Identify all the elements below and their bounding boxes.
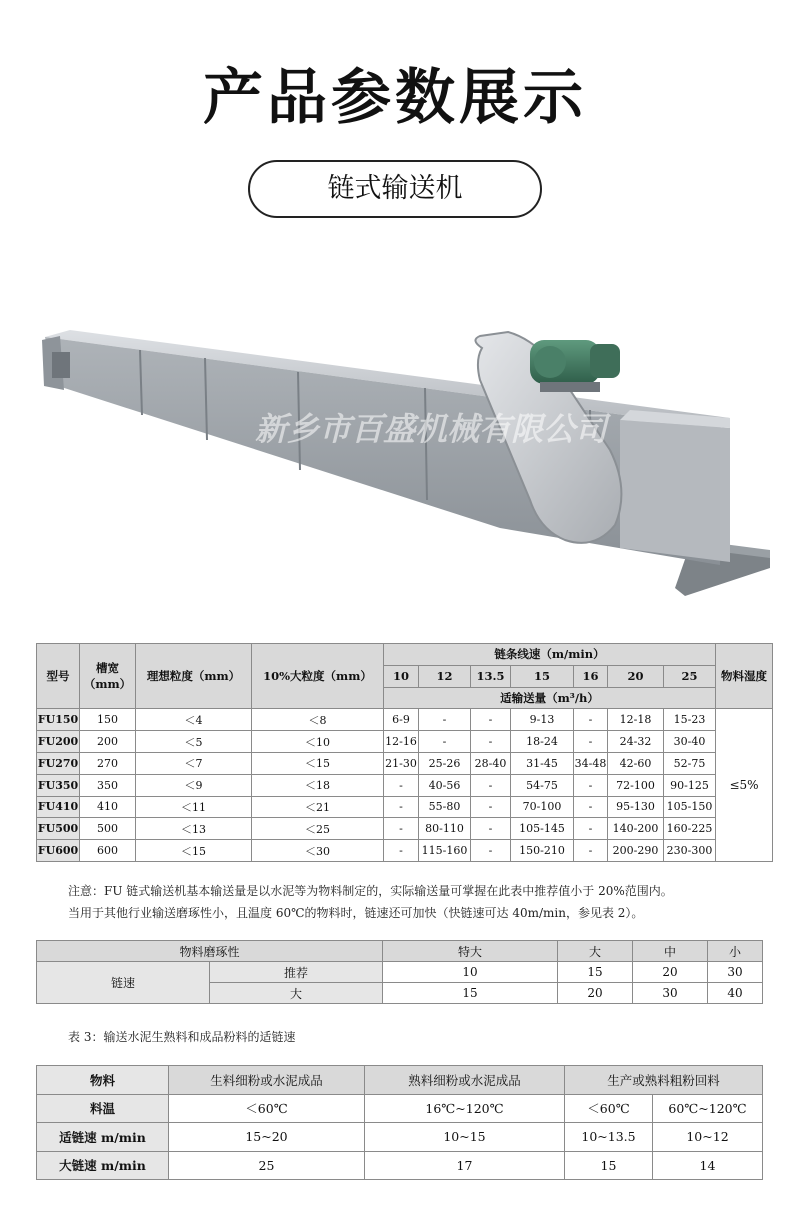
table-row xyxy=(37,1151,763,1180)
speed-value-cell: 14 xyxy=(653,1151,763,1180)
capacity-cell: 52-75 xyxy=(664,752,716,774)
width-cell: 150 xyxy=(80,709,136,731)
width-cell: 350 xyxy=(80,774,136,796)
table-row xyxy=(37,796,773,818)
capacity-cell: - xyxy=(471,818,511,840)
speed-header-4: 16 xyxy=(574,665,608,687)
abrasion-speed-cell: 40 xyxy=(708,983,763,1004)
speed-value-cell: 10~12 xyxy=(653,1123,763,1152)
model-cell: FU600 xyxy=(37,840,80,862)
speed-header-1: 12 xyxy=(419,665,471,687)
abrasion-level-header: 大 xyxy=(558,941,633,962)
capacity-cell: 230-300 xyxy=(664,840,716,862)
header-trough-width: 槽宽（mm） xyxy=(80,644,136,709)
note-line-1: 注意：FU 链式输送机基本输送量是以水泥等为物料制定的，实际输送量可掌握在此表中推荐值小于 20%范围内。 xyxy=(68,884,673,898)
max-granularity-cell: ＜21 xyxy=(252,796,384,818)
abrasion-speed-cell: 20 xyxy=(558,983,633,1004)
capacity-cell: 9-13 xyxy=(511,709,574,731)
model-cell: FU350 xyxy=(37,774,80,796)
capacity-cell: 80-110 xyxy=(419,818,471,840)
speed-value-cell: 10~15 xyxy=(365,1123,565,1152)
max-granularity-cell: ＜25 xyxy=(252,818,384,840)
table-row xyxy=(37,731,773,753)
capacity-cell: - xyxy=(471,774,511,796)
table-row xyxy=(37,709,773,731)
capacity-cell: 6-9 xyxy=(384,709,419,731)
ideal-granularity-cell: ＜15 xyxy=(136,840,252,862)
model-cell: FU410 xyxy=(37,796,80,818)
model-cell: FU200 xyxy=(37,731,80,753)
capacity-cell: 24-32 xyxy=(608,731,664,753)
capacity-cell: - xyxy=(574,796,608,818)
speed-value-cell: 10~13.5 xyxy=(565,1123,653,1152)
header-chain-speed: 链条线速（m/min） xyxy=(384,644,716,666)
header-ideal-granularity: 理想粒度（mm） xyxy=(136,644,252,709)
speed-type-label: 推荐 xyxy=(210,962,383,983)
speed-value-cell: 25 xyxy=(169,1151,365,1180)
conveyor-illustration xyxy=(30,300,780,610)
abrasion-speed-cell: 10 xyxy=(383,962,558,983)
speed-value-cell: 16℃~120℃ xyxy=(365,1094,565,1123)
capacity-cell: 15-23 xyxy=(664,709,716,731)
capacity-cell: 90-125 xyxy=(664,774,716,796)
chain-speed-label: 链速 xyxy=(37,962,210,1004)
table-row xyxy=(37,1094,763,1123)
capacity-cell: 115-160 xyxy=(419,840,471,862)
ideal-granularity-cell: ＜9 xyxy=(136,774,252,796)
page-title: 产品参数展示 xyxy=(203,63,587,133)
capacity-cell: - xyxy=(574,774,608,796)
speed-value-cell: 15 xyxy=(565,1151,653,1180)
header-model: 型号 xyxy=(37,644,80,709)
capacity-cell: - xyxy=(419,731,471,753)
capacity-cell: 105-150 xyxy=(664,796,716,818)
header-max-granularity: 10%大粒度（mm） xyxy=(252,644,384,709)
speed-header-2: 13.5 xyxy=(471,665,511,687)
speed-header-6: 25 xyxy=(664,665,716,687)
ideal-granularity-cell: ＜4 xyxy=(136,709,252,731)
speed-header-5: 20 xyxy=(608,665,664,687)
chain-conveyor-photo xyxy=(30,300,780,610)
capacity-cell: 30-40 xyxy=(664,731,716,753)
abrasion-header-label: 物料磨琢性 xyxy=(37,941,383,962)
model-cell: FU270 xyxy=(37,752,80,774)
capacity-cell: - xyxy=(384,796,419,818)
table-row xyxy=(37,1123,763,1152)
capacity-cell: 95-130 xyxy=(608,796,664,818)
abrasion-speed-cell: 30 xyxy=(708,962,763,983)
capacity-cell: - xyxy=(574,840,608,862)
ideal-granularity-cell: ＜7 xyxy=(136,752,252,774)
abrasion-speed-cell: 20 xyxy=(633,962,708,983)
max-granularity-cell: ＜8 xyxy=(252,709,384,731)
capacity-cell: - xyxy=(471,796,511,818)
row-label: 大链速 m/min xyxy=(37,1151,169,1180)
capacity-cell: 72-100 xyxy=(608,774,664,796)
width-cell: 410 xyxy=(80,796,136,818)
humidity-cell: ≤5% xyxy=(716,709,773,862)
capacity-cell: - xyxy=(384,774,419,796)
model-cell: FU500 xyxy=(37,818,80,840)
abrasion-speed-cell: 15 xyxy=(383,983,558,1004)
speed-value-cell: 15~20 xyxy=(169,1123,365,1152)
cement-speed-table xyxy=(36,1065,763,1180)
max-granularity-cell: ＜18 xyxy=(252,774,384,796)
table-row xyxy=(37,818,773,840)
capacity-cell: 55-80 xyxy=(419,796,471,818)
capacity-cell: - xyxy=(574,818,608,840)
capacity-cell: 12-18 xyxy=(608,709,664,731)
parameter-table xyxy=(36,643,773,862)
speed-value-cell: 60℃~120℃ xyxy=(653,1094,763,1123)
material-header: 物料 xyxy=(37,1066,169,1095)
capacity-cell: 150-210 xyxy=(511,840,574,862)
header-capacity: 适输送量（m³/h） xyxy=(384,687,716,709)
ideal-granularity-cell: ＜11 xyxy=(136,796,252,818)
width-cell: 500 xyxy=(80,818,136,840)
table-row xyxy=(37,752,773,774)
capacity-cell: - xyxy=(419,709,471,731)
table-row xyxy=(37,840,773,862)
abrasion-level-header: 小 xyxy=(708,941,763,962)
table-row xyxy=(37,774,773,796)
model-cell: FU150 xyxy=(37,709,80,731)
capacity-cell: - xyxy=(574,709,608,731)
material-type-header: 生料细粉或水泥成品 xyxy=(169,1066,365,1095)
capacity-cell: - xyxy=(471,840,511,862)
capacity-cell: 28-40 xyxy=(471,752,511,774)
capacity-cell: 12-16 xyxy=(384,731,419,753)
product-name-badge: 链式输送机 xyxy=(248,160,542,218)
capacity-cell: 25-26 xyxy=(419,752,471,774)
table3-caption: 表 3：输送水泥生熟料和成品粉料的适链速 xyxy=(68,1030,296,1044)
row-label: 适链速 m/min xyxy=(37,1123,169,1152)
max-granularity-cell: ＜10 xyxy=(252,731,384,753)
capacity-cell: 18-24 xyxy=(511,731,574,753)
capacity-cell: - xyxy=(384,818,419,840)
note-line-2: 当用于其他行业输送磨琢性小，且温度 60℃的物料时，链速还可加快（快链速可达 40m/min，参见表 2）。 xyxy=(68,906,644,920)
max-granularity-cell: ＜30 xyxy=(252,840,384,862)
capacity-cell: 160-225 xyxy=(664,818,716,840)
width-cell: 600 xyxy=(80,840,136,862)
capacity-cell: 31-45 xyxy=(511,752,574,774)
speed-header-0: 10 xyxy=(384,665,419,687)
material-type-header: 生产或熟料粗粉回料 xyxy=(565,1066,763,1095)
speed-header-3: 15 xyxy=(511,665,574,687)
max-granularity-cell: ＜15 xyxy=(252,752,384,774)
abrasion-speed-table xyxy=(36,940,763,1004)
width-cell: 200 xyxy=(80,731,136,753)
capacity-cell: - xyxy=(574,731,608,753)
capacity-cell: 40-56 xyxy=(419,774,471,796)
capacity-cell: 34-48 xyxy=(574,752,608,774)
capacity-cell: 140-200 xyxy=(608,818,664,840)
material-type-header: 熟料细粉或水泥成品 xyxy=(365,1066,565,1095)
capacity-cell: - xyxy=(471,731,511,753)
width-cell: 270 xyxy=(80,752,136,774)
capacity-cell: 54-75 xyxy=(511,774,574,796)
speed-value-cell: 17 xyxy=(365,1151,565,1180)
capacity-cell: - xyxy=(384,840,419,862)
capacity-cell: 42-60 xyxy=(608,752,664,774)
abrasion-level-header: 特大 xyxy=(383,941,558,962)
abrasion-speed-cell: 15 xyxy=(558,962,633,983)
table-row xyxy=(37,1066,763,1095)
abrasion-speed-cell: 30 xyxy=(633,983,708,1004)
capacity-cell: - xyxy=(471,709,511,731)
capacity-cell: 200-290 xyxy=(608,840,664,862)
header-humidity: 物料湿度 xyxy=(716,644,773,709)
abrasion-level-header: 中 xyxy=(633,941,708,962)
capacity-cell: 105-145 xyxy=(511,818,574,840)
ideal-granularity-cell: ＜13 xyxy=(136,818,252,840)
row-label: 料温 xyxy=(37,1094,169,1123)
speed-value-cell: ＜60℃ xyxy=(565,1094,653,1123)
speed-type-label: 大 xyxy=(210,983,383,1004)
speed-value-cell: ＜60℃ xyxy=(169,1094,365,1123)
capacity-cell: 21-30 xyxy=(384,752,419,774)
ideal-granularity-cell: ＜5 xyxy=(136,731,252,753)
watermark-text: 新乡市百盛机械有限公司 xyxy=(255,410,608,448)
capacity-cell: 70-100 xyxy=(511,796,574,818)
